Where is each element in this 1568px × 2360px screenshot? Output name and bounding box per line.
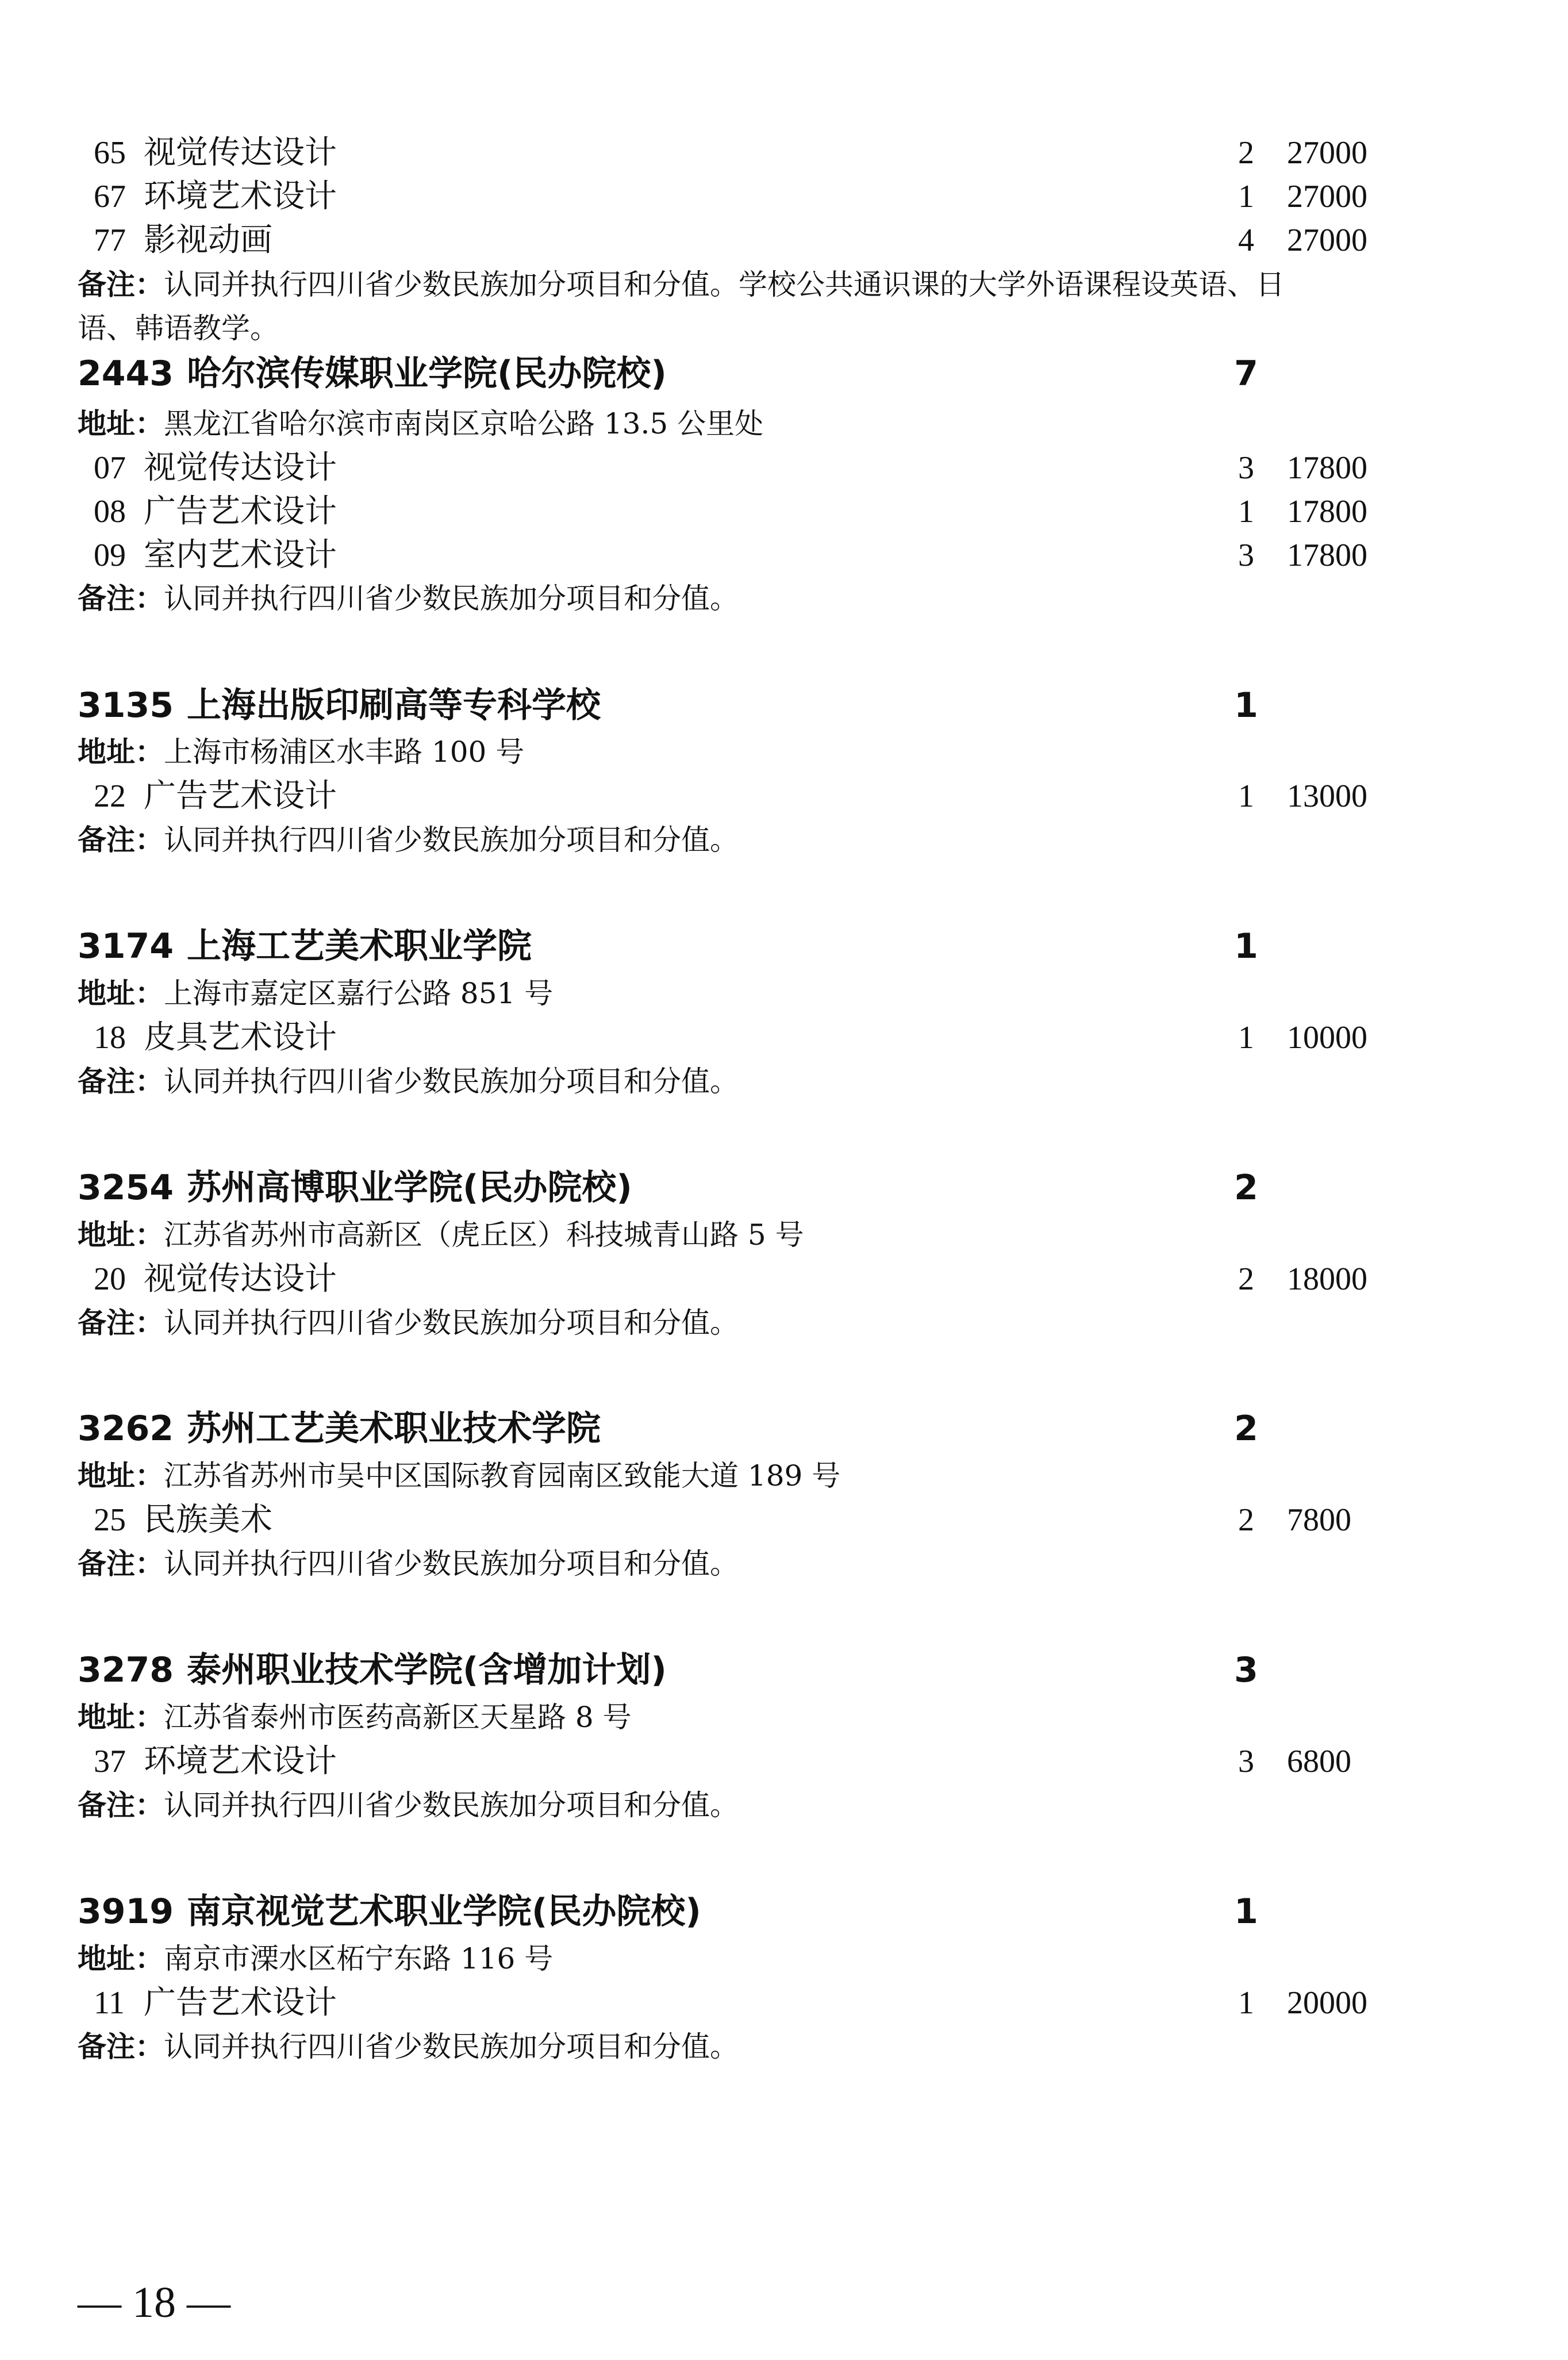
major-code: 37 <box>94 1744 126 1779</box>
school-plan-count: 2 <box>1234 1409 1258 1449</box>
major-code: 77 <box>94 222 126 258</box>
address-text: 上海市杨浦区水丰路 100 号 <box>164 735 525 769</box>
major-row <box>78 131 1492 175</box>
note-text: 认同并执行四川省少数民族加分项目和分值。 <box>164 823 739 857</box>
major-count: 3 <box>1238 538 1254 573</box>
school-name: 南京视觉艺术职业学院(民办院校) <box>187 1891 701 1932</box>
address-text: 黑龙江省哈尔滨市南岗区京哈公路 13.5 公里处 <box>164 407 764 440</box>
school-code: 3919 <box>78 1891 174 1932</box>
major-name: 室内艺术设计 <box>144 538 337 573</box>
school-code: 3174 <box>78 926 174 966</box>
major-code: 67 <box>94 179 126 214</box>
major-fee: 6800 <box>1287 1744 1351 1779</box>
school-header <box>78 680 1492 731</box>
major-fee: 27000 <box>1287 222 1367 258</box>
major-code: 20 <box>94 1261 126 1297</box>
major-code: 11 <box>94 1985 125 2021</box>
school-code: 3262 <box>78 1409 174 1449</box>
note-line <box>78 263 1492 306</box>
school-header <box>78 348 1492 400</box>
major-row <box>78 1740 1492 1783</box>
note-line <box>78 1783 1492 1827</box>
address-text: 上海市嘉定区嘉行公路 851 号 <box>164 977 554 1010</box>
major-name: 影视动画 <box>144 222 272 258</box>
note-label: 备注： <box>78 1306 164 1340</box>
school-plan-count: 7 <box>1234 354 1258 394</box>
major-fee: 17800 <box>1287 538 1367 573</box>
school-name: 苏州高博职业学院(民办院校) <box>187 1168 632 1208</box>
major-fee: 7800 <box>1287 1502 1351 1538</box>
major-count: 2 <box>1238 1261 1254 1297</box>
address-label: 地址： <box>78 977 164 1010</box>
major-name: 环境艺术设计 <box>144 1744 337 1779</box>
major-row <box>78 774 1492 818</box>
note-line <box>78 1301 1492 1345</box>
page-number: — 18 — <box>78 2278 230 2327</box>
major-count: 3 <box>1238 1744 1254 1779</box>
school-name: 上海工艺美术职业学院 <box>187 926 532 966</box>
address-text: 江苏省苏州市吴中区国际教育园南区致能大道 189 号 <box>164 1459 841 1492</box>
major-count: 3 <box>1238 450 1254 486</box>
major-count: 2 <box>1238 135 1254 171</box>
major-row <box>78 1257 1492 1301</box>
major-row <box>78 446 1492 490</box>
note-label: 备注： <box>78 1065 164 1098</box>
major-code: 18 <box>94 1020 126 1056</box>
major-name: 广告艺术设计 <box>144 1985 337 2021</box>
note-line <box>78 2025 1492 2069</box>
major-name: 广告艺术设计 <box>144 494 337 529</box>
school-plan-count: 1 <box>1234 1891 1258 1932</box>
major-fee: 17800 <box>1287 450 1367 486</box>
major-count: 1 <box>1238 778 1254 814</box>
major-fee: 18000 <box>1287 1261 1367 1297</box>
major-fee: 10000 <box>1287 1020 1367 1056</box>
school-name: 上海出版印刷高等专科学校 <box>187 685 601 726</box>
school-header <box>78 920 1492 972</box>
address-label: 地址： <box>78 1701 164 1734</box>
address-label: 地址： <box>78 735 164 769</box>
note-label: 备注： <box>78 1547 164 1580</box>
note-line <box>78 1542 1492 1586</box>
major-count: 1 <box>1238 1020 1254 1056</box>
note-text: 认同并执行四川省少数民族加分项目和分值。 <box>164 2030 739 2063</box>
address-text: 南京市溧水区柘宁东路 116 号 <box>164 1942 554 1975</box>
major-count: 1 <box>1238 179 1254 214</box>
address-label: 地址： <box>78 1942 164 1975</box>
major-count: 1 <box>1238 494 1254 529</box>
school-code: 3135 <box>78 685 174 726</box>
note-text: 认同并执行四川省少数民族加分项目和分值。学校公共通识课的大学外语课程设英语、日 <box>164 268 1285 301</box>
major-fee: 27000 <box>1287 179 1367 214</box>
school-name: 哈尔滨传媒职业学院(民办院校) <box>187 354 667 394</box>
note-text: 认同并执行四川省少数民族加分项目和分值。 <box>164 1065 739 1098</box>
major-fee: 17800 <box>1287 494 1367 529</box>
note-label: 备注： <box>78 268 164 301</box>
school-address <box>78 730 1492 774</box>
major-row <box>78 534 1492 577</box>
major-fee: 20000 <box>1287 1985 1367 2021</box>
school-plan-count: 2 <box>1234 1168 1258 1208</box>
school-header <box>78 1644 1492 1696</box>
address-label: 地址： <box>78 1459 164 1492</box>
major-fee: 13000 <box>1287 778 1367 814</box>
major-count: 1 <box>1238 1985 1254 2021</box>
note-text: 认同并执行四川省少数民族加分项目和分值。 <box>164 582 739 615</box>
major-name: 皮具艺术设计 <box>144 1020 337 1056</box>
note-continuation: 语、韩语教学。 <box>78 312 279 345</box>
major-name: 视觉传达设计 <box>144 135 337 171</box>
major-row <box>78 1981 1492 2025</box>
major-code: 25 <box>94 1502 126 1538</box>
school-header <box>78 1886 1492 1937</box>
major-row <box>78 1016 1492 1060</box>
major-count: 2 <box>1238 1502 1254 1538</box>
school-address <box>78 402 1492 446</box>
major-count: 4 <box>1238 222 1254 258</box>
school-address <box>78 1695 1492 1739</box>
address-text: 江苏省苏州市高新区（虎丘区）科技城青山路 5 号 <box>164 1218 804 1252</box>
school-plan-count: 3 <box>1234 1650 1258 1690</box>
note-label: 备注： <box>78 2030 164 2063</box>
major-code: 09 <box>94 538 126 573</box>
major-name: 视觉传达设计 <box>144 450 337 486</box>
note-text: 认同并执行四川省少数民族加分项目和分值。 <box>164 1789 739 1822</box>
address-text: 江苏省泰州市医药高新区天星路 8 号 <box>164 1701 632 1734</box>
major-name: 广告艺术设计 <box>144 778 337 814</box>
school-name: 苏州工艺美术职业技术学院 <box>187 1409 601 1449</box>
major-name: 环境艺术设计 <box>144 179 337 214</box>
note-label: 备注： <box>78 823 164 857</box>
note-label: 备注： <box>78 582 164 615</box>
note-text: 认同并执行四川省少数民族加分项目和分值。 <box>164 1547 739 1580</box>
note-line <box>78 577 1492 620</box>
address-label: 地址： <box>78 407 164 440</box>
major-code: 22 <box>94 778 126 814</box>
note-line <box>78 1060 1492 1103</box>
school-code: 2443 <box>78 354 174 394</box>
note-label: 备注： <box>78 1789 164 1822</box>
school-address <box>78 1937 1492 1981</box>
major-row <box>78 175 1492 218</box>
school-address <box>78 1454 1492 1498</box>
major-name: 民族美术 <box>144 1502 272 1538</box>
note-line <box>78 818 1492 862</box>
school-plan-count: 1 <box>1234 685 1258 726</box>
school-header <box>78 1162 1492 1214</box>
note-text: 认同并执行四川省少数民族加分项目和分值。 <box>164 1306 739 1340</box>
school-address <box>78 1213 1492 1257</box>
school-plan-count: 1 <box>1234 926 1258 966</box>
school-name: 泰州职业技术学院(含增加计划) <box>187 1650 667 1690</box>
major-name: 视觉传达设计 <box>144 1261 337 1297</box>
school-address <box>78 972 1492 1015</box>
major-row <box>78 218 1492 262</box>
school-header <box>78 1403 1492 1455</box>
major-row <box>78 1498 1492 1542</box>
address-label: 地址： <box>78 1218 164 1252</box>
major-row <box>78 490 1492 534</box>
major-fee: 27000 <box>1287 135 1367 171</box>
school-code: 3254 <box>78 1168 174 1208</box>
major-code: 07 <box>94 450 126 486</box>
school-code: 3278 <box>78 1650 174 1690</box>
major-code: 08 <box>94 494 126 529</box>
major-code: 65 <box>94 135 126 171</box>
